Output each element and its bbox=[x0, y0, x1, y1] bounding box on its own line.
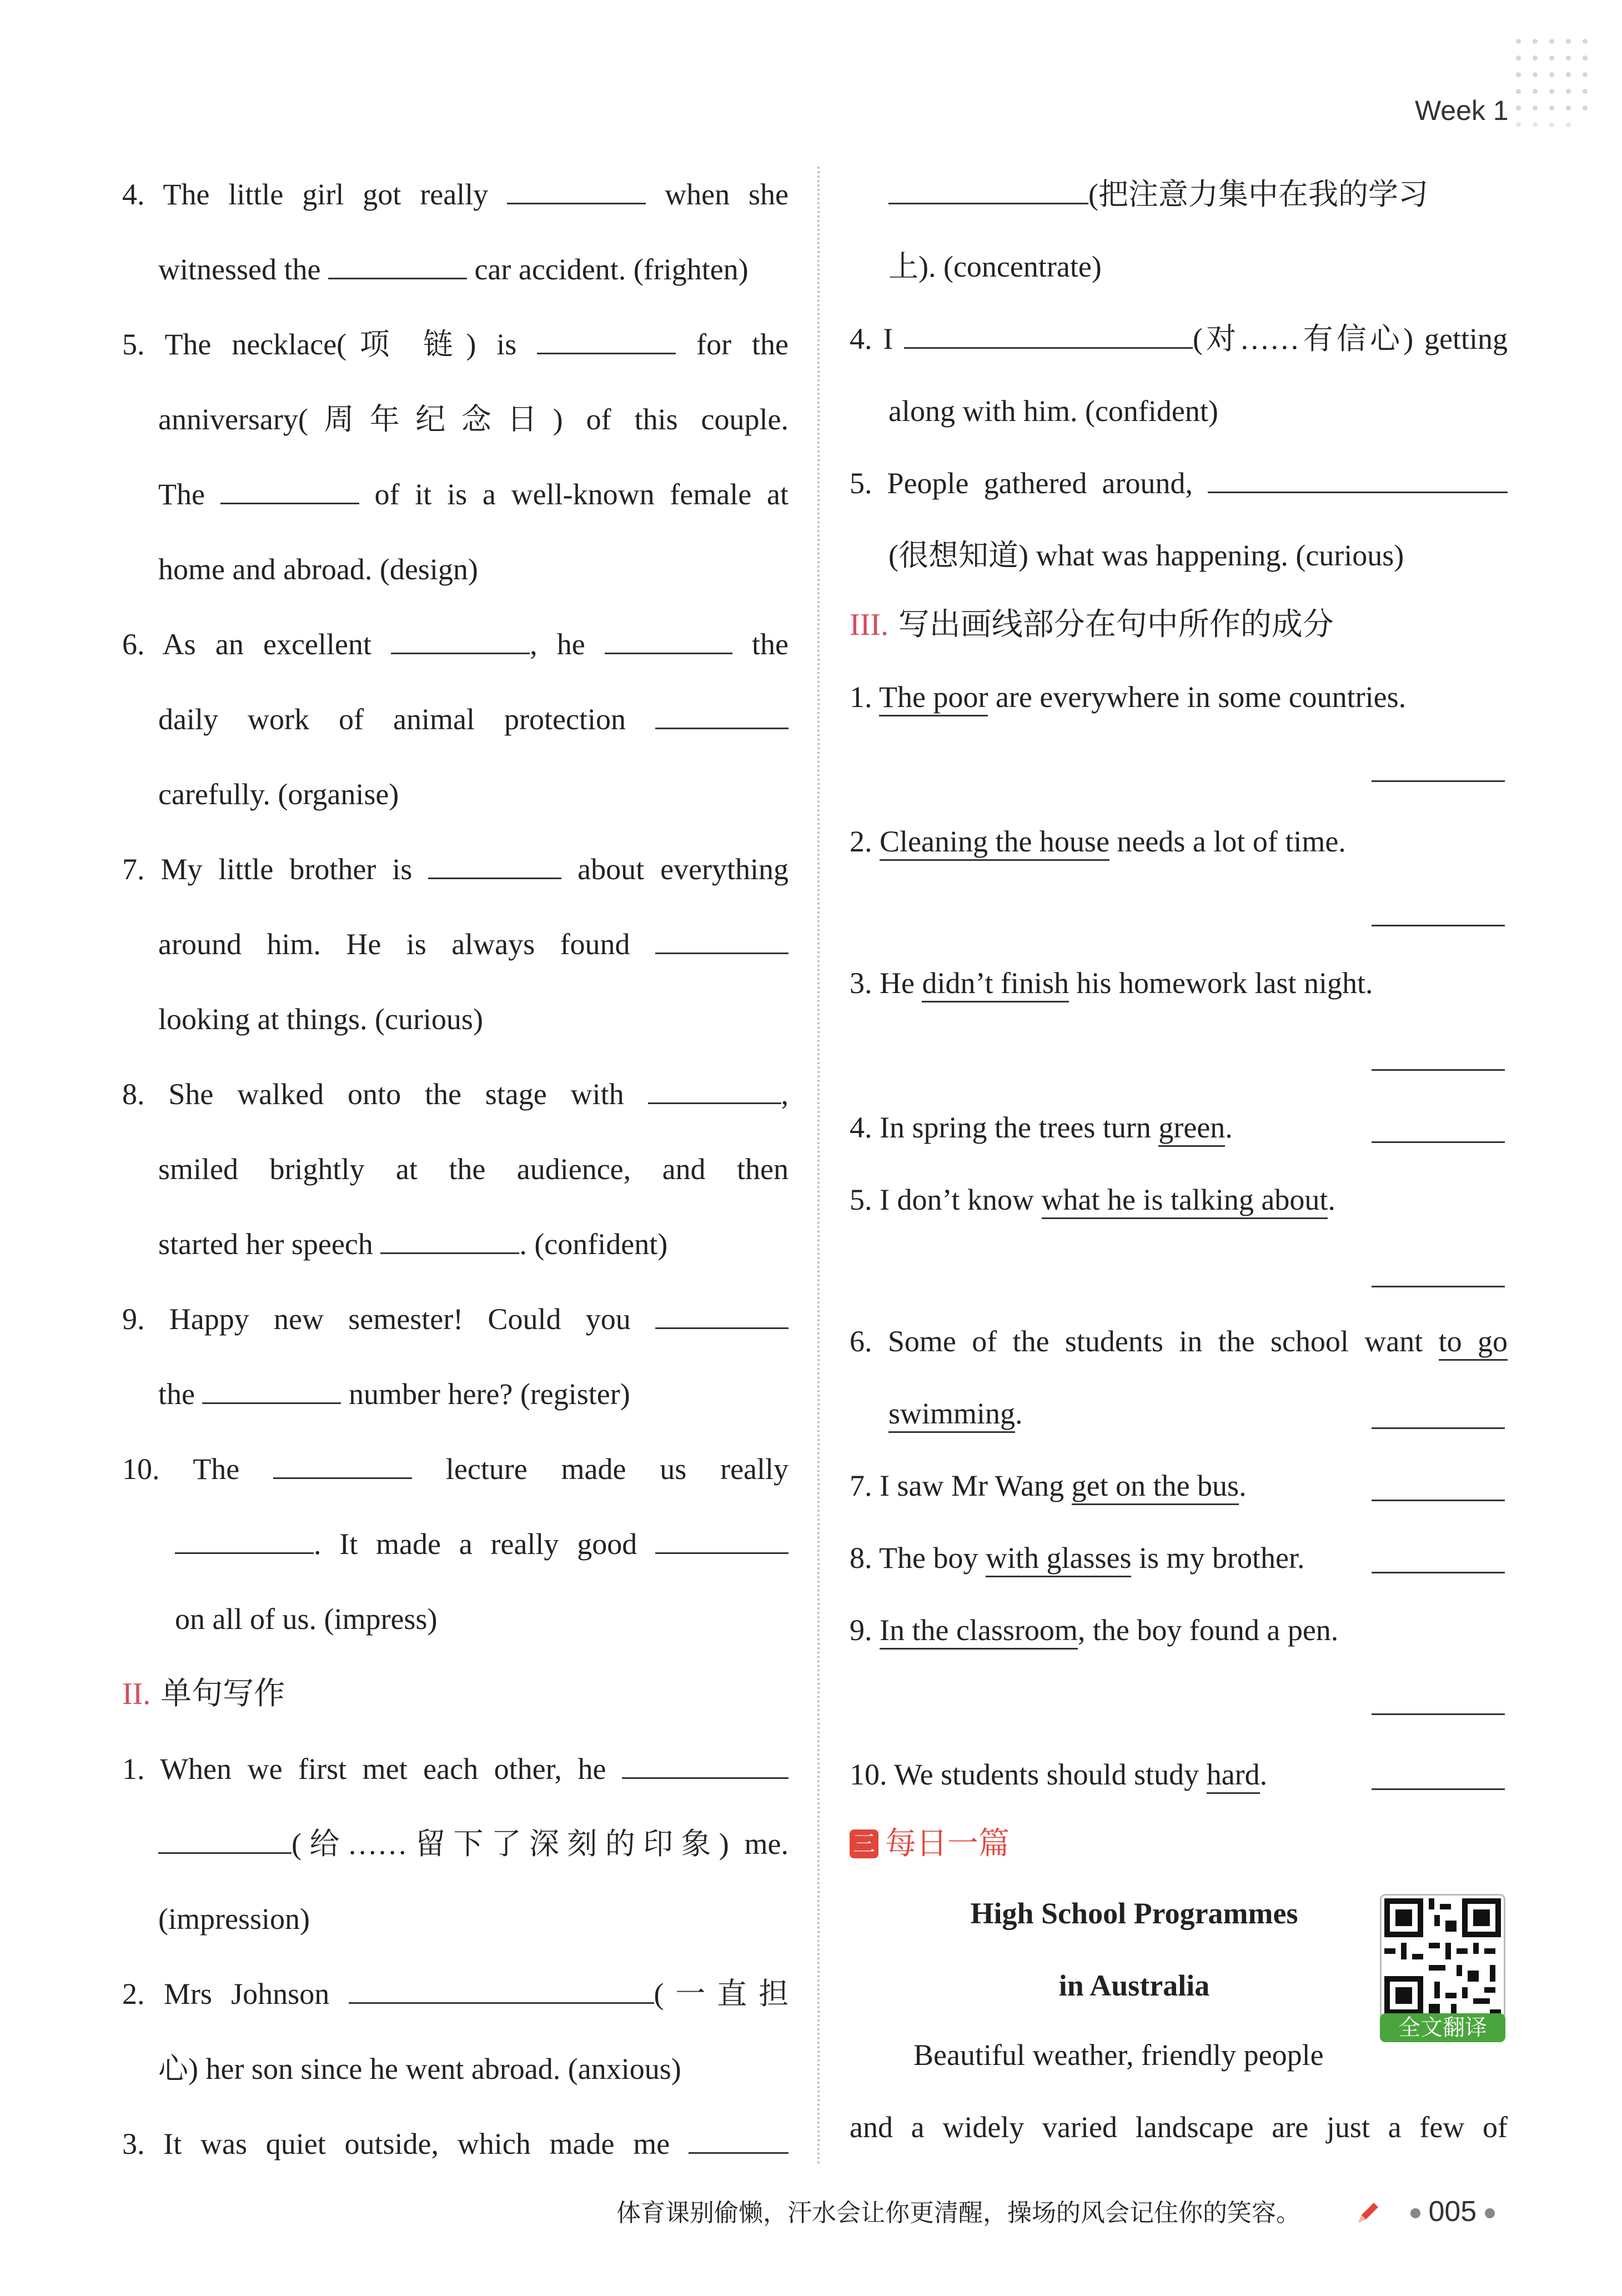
s3-answer-blank-4[interactable] bbox=[1372, 1141, 1505, 1143]
s3-item-2: 2. Cleaning the house needs a lot of time. bbox=[850, 822, 1346, 861]
page-number: 005 bbox=[1410, 2194, 1495, 2229]
s2-q2-line2: 心) her son since he went abroad. (anxious) bbox=[158, 2052, 681, 2086]
s3-item-7: 7. I saw Mr Wang get on the bus. bbox=[850, 1466, 1247, 1505]
left-q10-line2: . It made a really good bbox=[175, 1525, 789, 1563]
s3-answer-blank-8[interactable] bbox=[1372, 1572, 1505, 1573]
s3-item-3: 3. He didn’t finish his homework last night. bbox=[850, 964, 1373, 1002]
s3-item-5: 5. I don’t know what he is talking about. bbox=[850, 1180, 1335, 1219]
daily-reading-icon: 三 bbox=[850, 1829, 878, 1858]
s3-item-4: 4. In spring the trees turn green. bbox=[850, 1108, 1233, 1147]
left-q7-line1: 7. My little brother is about everything bbox=[122, 853, 789, 886]
left-q10-line1: 10. The lecture made us really bbox=[122, 1452, 789, 1486]
s2-q3-line2: (把注意力集中在我的学习 bbox=[888, 175, 1508, 214]
left-q8-line2: smiled brightly at the audience, and then bbox=[158, 1152, 789, 1186]
left-q4-line1: 4. The little girl got really when she bbox=[122, 178, 789, 211]
footer-motto: 体育课别偷懒，汗水会让你更清醒，操场的风会记住你的笑容。 bbox=[616, 2199, 1300, 2227]
left-q6-line3: carefully. (organise) bbox=[158, 778, 399, 811]
footer-pencil-icon bbox=[1354, 2199, 1382, 2227]
left-q9-line1: 9. Happy new semester! Could you bbox=[122, 1300, 789, 1339]
left-q5-line3: The of it is a well-known female at bbox=[158, 478, 789, 511]
week-label: Week 1 bbox=[1415, 95, 1509, 126]
s2-q3-line3: 上). (concentrate) bbox=[888, 250, 1102, 283]
s2-q1-line3: (impression) bbox=[158, 1902, 310, 1936]
qr-code-icon bbox=[1384, 1898, 1501, 2015]
left-q5-line2: anniversary(周年纪念日) of this couple. bbox=[158, 403, 789, 436]
s3-answer-blank-2[interactable] bbox=[1372, 925, 1505, 926]
left-q10-line3: on all of us. (impress) bbox=[175, 1602, 438, 1636]
s3-answer-blank-6[interactable] bbox=[1372, 1427, 1505, 1429]
s3-item-6-cont: swimming. bbox=[888, 1394, 1023, 1433]
article-title-line2: in Australia bbox=[1058, 1969, 1210, 2002]
section-3-heading: III. 写出画线部分在句中所作的成分 bbox=[850, 606, 1334, 643]
s2-q4-line2: along with him. (confident) bbox=[888, 394, 1218, 428]
s3-answer-blank-5[interactable] bbox=[1372, 1286, 1505, 1287]
s2-q4-line1: 4. I (对……有信心) getting bbox=[850, 322, 1508, 355]
s3-item-8: 8. The boy with glasses is my brother. bbox=[850, 1538, 1304, 1577]
left-q8-line1: 8. She walked onto the stage with , bbox=[122, 1077, 789, 1111]
column-divider bbox=[817, 167, 820, 2166]
article-paragraph-line2: and a widely varied landscape are just a few of bbox=[850, 2110, 1508, 2144]
qr-translation-label[interactable]: 全文翻译 bbox=[1380, 2013, 1505, 2042]
left-q5-line1: 5. The necklace(项 链) is for the bbox=[122, 328, 789, 361]
left-q5-line4: home and abroad. (design) bbox=[158, 553, 478, 586]
s3-item-6: 6. Some of the students in the school want to go bbox=[850, 1322, 1508, 1361]
article-title-line1: High School Programmes bbox=[970, 1897, 1298, 1930]
daily-reading-header bbox=[850, 1824, 1010, 1863]
s3-answer-blank-10[interactable] bbox=[1372, 1788, 1505, 1790]
s3-item-10: 10. We students should study hard. bbox=[850, 1755, 1267, 1794]
s2-q3-line1: 3. It was quiet outside, which made me bbox=[122, 2124, 789, 2163]
s3-answer-blank-7[interactable] bbox=[1372, 1500, 1505, 1501]
s3-answer-blank-3[interactable] bbox=[1372, 1069, 1505, 1071]
article-paragraph-line1: Beautiful weather, friendly people bbox=[913, 2038, 1324, 2072]
s3-item-9: 9. In the classroom, the boy found a pen. bbox=[850, 1611, 1338, 1650]
left-q8-line3: started her speech . (confident) bbox=[158, 1227, 668, 1261]
s3-answer-blank-9[interactable] bbox=[1372, 1713, 1505, 1715]
s2-q5-line1: 5. People gathered around, bbox=[850, 464, 1508, 503]
s2-q2-line1: 2. Mrs Johnson (一直担 bbox=[122, 1977, 789, 2011]
s2-q1-line1: 1. When we first met each other, he bbox=[122, 1749, 789, 1788]
left-q7-line2: around him. He is always found bbox=[158, 925, 789, 964]
section-2-heading: II. 单句写作 bbox=[122, 1676, 285, 1712]
header-dot-pattern bbox=[1510, 33, 1605, 128]
left-q7-line3: looking at things. (curious) bbox=[158, 1002, 483, 1036]
s2-q5-line2: (很想知道) what was happening. (curious) bbox=[888, 539, 1404, 572]
left-q4-line2: witnessed the car accident. (frighten) bbox=[158, 253, 749, 286]
left-q6-line2: daily work of animal protection bbox=[158, 700, 789, 739]
left-q6-line1: 6. As an excellent , he the bbox=[122, 628, 789, 661]
s2-q1-line2: (给……留下了深刻的印象) me. bbox=[158, 1824, 789, 1863]
qr-code[interactable] bbox=[1380, 1894, 1505, 2019]
s3-answer-blank-1[interactable] bbox=[1372, 780, 1505, 782]
daily-reading-title: 每日一篇 bbox=[885, 1826, 1010, 1862]
left-q9-line2: the number here? (register) bbox=[158, 1377, 630, 1411]
s3-item-1: 1. The poor are everywhere in some countries. bbox=[850, 678, 1406, 716]
